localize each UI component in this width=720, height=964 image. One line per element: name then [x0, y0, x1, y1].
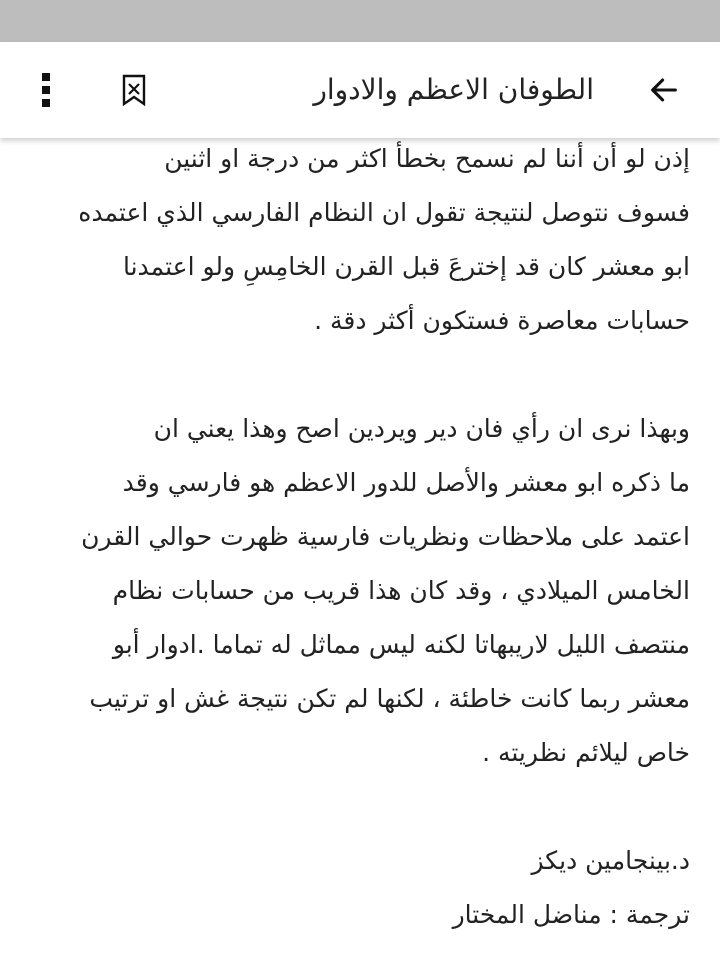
more-vertical-icon	[42, 99, 50, 107]
article-line: خاص ليلائم نظريته .	[482, 738, 690, 767]
back-button[interactable]	[640, 66, 688, 114]
article-line: اعتمد على ملاحظات ونظريات فارسية ظهرت حوالي القرن	[81, 522, 690, 551]
article-content	[0, 108, 720, 964]
article-line: منتصف الليل لاريبهاتا لكنه ليس مماثل له تماما .ادوار أبو	[112, 630, 690, 659]
article-line: معشر ربما كانت خاطئة ، لكنها لم تكن نتيجة غش او ترتيب	[89, 684, 690, 713]
article-line: ابو معشر كان قد إخترعَ قبل القرن الخامِسِ ولو اعتمدنا	[122, 252, 690, 281]
article-line: إذن لو أن أننا لم نسمح بخطأ اكثر من درجة او اثنين	[164, 144, 690, 173]
article-line: وبهذا نرى ان رأي فان دير ويردين اصح وهذا يعني ان	[153, 414, 690, 443]
article-line: حسابات معاصرة فستكون أكثر دقة .	[314, 306, 690, 335]
bookmark-button[interactable]	[112, 68, 156, 112]
more-vertical-icon	[42, 86, 50, 94]
article-body	[40, 108, 690, 942]
more-vertical-icon	[42, 73, 50, 81]
paragraph-gap	[40, 348, 690, 402]
article-line: فسوف نتوصل لنتيجة تقول ان النظام الفارسي الذي اعتمده	[78, 198, 690, 227]
article-line: الخامس الميلادي ، وقد كان هذا قريب من حسابات نظام	[112, 576, 690, 605]
app-bar	[0, 42, 720, 138]
translator-line: ترجمة : مناضل المختار	[452, 900, 690, 929]
paragraph-gap	[40, 780, 690, 834]
status-bar	[0, 0, 720, 42]
article-line: ما ذكره ابو معشر والأصل للدور الاعظم هو فارسي وقد	[122, 468, 690, 497]
arrow-left-icon	[647, 73, 681, 107]
page-title: الطوفان الاعظم والادوار	[313, 73, 594, 106]
author-line: د.بينجامين ديكز	[531, 846, 690, 875]
bookmark-icon	[121, 73, 147, 107]
more-options-button[interactable]	[28, 68, 64, 112]
